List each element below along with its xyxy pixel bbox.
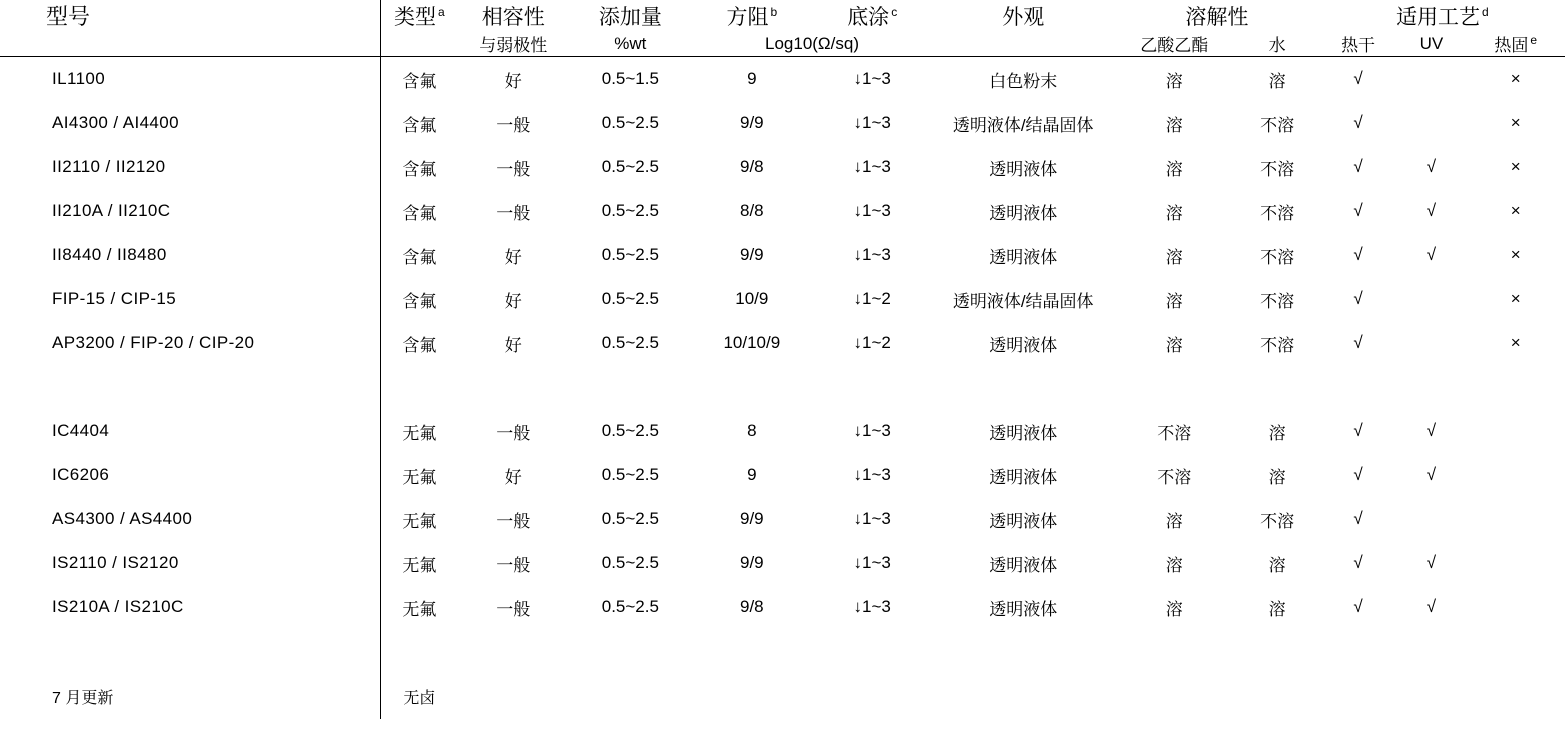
footer-cell <box>812 673 932 719</box>
cell-dosage: 0.5~2.5 <box>601 421 659 440</box>
cell-ea: 溶 <box>1165 335 1183 355</box>
cell-primer: ↓1~3 <box>853 201 891 220</box>
cell-compat: 一般 <box>496 203 531 223</box>
cell-primer: ↓1~3 <box>853 553 891 572</box>
col-head-compatibility <box>457 0 569 31</box>
cell-thermoset <box>1466 57 1565 102</box>
cell-type: 含氟 <box>381 277 458 321</box>
cell-thermal <box>1320 277 1397 321</box>
table-row <box>0 409 1565 453</box>
cell-thermal <box>1320 145 1397 189</box>
mark-uv: √ <box>1426 421 1437 440</box>
spacer-cell <box>932 629 1114 673</box>
cell-dosage: 0.5~2.5 <box>601 509 659 528</box>
mark-thermoset: × <box>1510 113 1521 132</box>
cell-appear: 透明液体 <box>989 599 1058 619</box>
table-row <box>0 497 1565 541</box>
cell-model: II8440 / II8480 <box>52 245 167 264</box>
cell-thermal <box>1320 541 1397 585</box>
cell-sheet_r: 10/9 <box>735 289 769 308</box>
cell-water: 溶 <box>1268 555 1286 575</box>
mark-thermoset: × <box>1510 201 1521 220</box>
mark-thermal: √ <box>1353 553 1363 572</box>
table-row <box>0 57 1565 102</box>
footer-cell <box>692 673 812 719</box>
cell-water: 不溶 <box>1260 335 1295 355</box>
cell-model: AI4300 / AI4400 <box>52 113 179 132</box>
cell-sheet_r: 9/8 <box>739 597 764 616</box>
col-head-sheet-resistance-label: 方阻 <box>726 5 769 29</box>
cell-thermoset <box>1466 409 1565 453</box>
cell-uv <box>1396 453 1466 497</box>
cell-type: 含氟 <box>381 101 458 145</box>
col-head-compatibility-label: 相容性 <box>481 5 545 29</box>
table-row <box>0 233 1565 277</box>
footer-cell <box>1466 673 1565 719</box>
footnote-marker-e: e <box>1530 33 1538 48</box>
col-subhead-thermoset <box>1466 31 1565 57</box>
spacer-cell <box>812 629 932 673</box>
cell-dosage: 0.5~2.5 <box>601 113 659 132</box>
cell-sheet_r: 9/9 <box>739 113 764 132</box>
spacer-cell <box>692 629 812 673</box>
cell-compat: 一般 <box>496 115 531 135</box>
cell-sheet_r: 8/8 <box>739 201 764 220</box>
cell-dosage: 0.5~2.5 <box>601 289 659 308</box>
cell-uv <box>1396 497 1466 541</box>
cell-sheet_r: 9/9 <box>739 509 764 528</box>
col-subhead-uv <box>1396 31 1466 57</box>
col-subhead-sheet-resistance <box>692 31 933 57</box>
cell-thermoset <box>1466 497 1565 541</box>
cell-type: 无氟 <box>381 585 458 629</box>
cell-type: 含氟 <box>381 57 458 102</box>
col-subhead-thermal-dry <box>1320 31 1397 57</box>
cell-dosage: 0.5~2.5 <box>601 553 659 572</box>
cell-thermoset <box>1466 541 1565 585</box>
footnote-marker-d: d <box>1482 4 1489 19</box>
cell-appear: 透明液体 <box>989 555 1058 575</box>
cell-type: 含氟 <box>381 189 458 233</box>
cell-appear: 透明液体/结晶固体 <box>952 291 1094 311</box>
cell-thermal <box>1320 189 1397 233</box>
footer-cell <box>457 673 569 719</box>
cell-ea: 溶 <box>1165 599 1183 619</box>
col-head-model-label: 型号 <box>46 4 91 29</box>
cell-sheet_r: 9 <box>747 465 757 484</box>
mark-thermal: √ <box>1353 289 1363 308</box>
col-head-dosage-label: 添加量 <box>598 5 662 29</box>
cell-type: 无氟 <box>381 409 458 453</box>
mark-thermal: √ <box>1353 245 1363 264</box>
spacer-cell <box>569 629 692 673</box>
mark-thermoset: × <box>1510 245 1521 264</box>
cell-appear: 透明液体 <box>989 423 1058 443</box>
mark-thermal: √ <box>1353 69 1363 88</box>
cell-ea: 溶 <box>1165 71 1183 91</box>
cell-dosage: 0.5~2.5 <box>601 465 659 484</box>
spacer-cell <box>812 365 932 409</box>
spacer-cell <box>692 365 812 409</box>
cell-thermoset <box>1466 277 1565 321</box>
mark-thermoset: × <box>1510 157 1521 176</box>
table-row <box>0 145 1565 189</box>
update-note: 7 月更新 <box>52 689 114 707</box>
cell-ea: 溶 <box>1165 291 1183 311</box>
col-subhead-compatibility-label: 与弱极性 <box>479 36 548 55</box>
footnote-marker-a: a <box>438 4 445 19</box>
cell-primer: ↓1~3 <box>853 597 891 616</box>
cell-water: 不溶 <box>1260 203 1295 223</box>
cell-water: 不溶 <box>1260 159 1295 179</box>
cell-thermal <box>1320 409 1397 453</box>
col-head-sheet-resistance <box>692 0 812 31</box>
col-subhead-model <box>0 31 381 57</box>
col-subhead-appearance <box>932 31 1114 57</box>
cell-appear: 透明液体 <box>989 335 1058 355</box>
cell-appear: 透明液体 <box>989 467 1058 487</box>
mark-uv: √ <box>1426 597 1437 616</box>
cell-primer: ↓1~2 <box>853 333 891 352</box>
col-head-primer-label: 底涂 <box>847 5 890 29</box>
cell-primer: ↓1~3 <box>853 245 891 264</box>
spacer-cell <box>1396 365 1466 409</box>
col-head-type <box>381 0 458 31</box>
spacer-cell <box>381 365 458 409</box>
footnote-marker-b: b <box>770 4 778 19</box>
footer-cell <box>569 673 692 719</box>
cell-compat: 好 <box>504 467 522 487</box>
col-subhead-uv-label: UV <box>1419 33 1444 53</box>
cell-thermoset <box>1466 233 1565 277</box>
halogen-free-note: 无卤 <box>381 673 458 719</box>
cell-type: 含氟 <box>381 145 458 189</box>
cell-water: 不溶 <box>1260 247 1295 267</box>
spacer-cell <box>0 629 381 673</box>
footer-cell <box>1114 673 1234 719</box>
spacer-cell <box>1234 365 1319 409</box>
cell-model: IL1100 <box>52 69 106 88</box>
header-row-primary <box>0 0 1565 31</box>
cell-dosage: 0.5~2.5 <box>601 597 659 616</box>
cell-dosage: 0.5~1.5 <box>601 69 659 88</box>
col-subhead-type <box>381 31 458 57</box>
table-header <box>0 0 1565 57</box>
col-subhead-thermal-dry-label: 热干 <box>1341 36 1376 55</box>
mark-thermoset: × <box>1510 69 1521 88</box>
table-row <box>0 189 1565 233</box>
mark-uv: √ <box>1426 553 1437 572</box>
mark-thermoset: × <box>1510 289 1521 308</box>
footer-cell <box>1320 673 1397 719</box>
cell-appear: 透明液体 <box>989 511 1058 531</box>
mark-thermal: √ <box>1353 465 1363 484</box>
cell-appear: 透明液体 <box>989 203 1058 223</box>
cell-uv <box>1396 145 1466 189</box>
cell-compat: 好 <box>504 335 522 355</box>
cell-sheet_r: 9/8 <box>739 157 764 176</box>
cell-ea: 溶 <box>1165 115 1183 135</box>
cell-sheet_r: 9/9 <box>739 245 764 264</box>
col-subhead-water-label: 水 <box>1268 36 1286 55</box>
cell-primer: ↓1~2 <box>853 289 891 308</box>
cell-primer: ↓1~3 <box>853 465 891 484</box>
header-row-secondary <box>0 31 1565 57</box>
table-body <box>0 57 1565 720</box>
mark-uv: √ <box>1426 465 1437 484</box>
spacer-cell <box>569 365 692 409</box>
spacer-cell <box>1466 629 1565 673</box>
cell-type: 含氟 <box>381 321 458 365</box>
cell-dosage: 0.5~2.5 <box>601 201 659 220</box>
mark-uv: √ <box>1426 157 1437 176</box>
cell-compat: 好 <box>504 71 522 91</box>
col-subhead-sheet-resistance-label: Log10(Ω/sq) <box>765 33 859 53</box>
cell-model: AP3200 / FIP-20 / CIP-20 <box>52 333 255 352</box>
cell-water: 溶 <box>1268 599 1286 619</box>
cell-water: 溶 <box>1268 467 1286 487</box>
cell-thermoset <box>1466 189 1565 233</box>
spacer-cell <box>1114 365 1234 409</box>
cell-ea: 溶 <box>1165 203 1183 223</box>
cell-thermal <box>1320 233 1397 277</box>
cell-appear: 白色粉末 <box>989 71 1058 91</box>
cell-type: 无氟 <box>381 453 458 497</box>
cell-compat: 好 <box>504 247 522 267</box>
cell-compat: 一般 <box>496 599 531 619</box>
cell-ea: 溶 <box>1165 555 1183 575</box>
spacer-cell <box>932 365 1114 409</box>
col-head-solubility <box>1114 0 1320 31</box>
cell-thermal <box>1320 57 1397 102</box>
cell-uv <box>1396 409 1466 453</box>
cell-dosage: 0.5~2.5 <box>601 333 659 352</box>
cell-uv <box>1396 189 1466 233</box>
spacer-cell <box>1320 629 1397 673</box>
footer-spacer-row <box>0 629 1565 673</box>
cell-sheet_r: 9/9 <box>739 553 764 572</box>
mark-thermoset: × <box>1510 333 1521 352</box>
mark-thermal: √ <box>1353 333 1363 352</box>
spacer-cell <box>1320 365 1397 409</box>
cell-water: 溶 <box>1268 423 1286 443</box>
cell-water: 溶 <box>1268 71 1286 91</box>
col-subhead-ethyl-acetate-label: 乙酸乙酯 <box>1140 36 1209 55</box>
cell-ea: 溶 <box>1165 511 1183 531</box>
spacer-cell <box>1114 629 1234 673</box>
cell-thermoset <box>1466 101 1565 145</box>
footnote-marker-c: c <box>891 4 898 19</box>
cell-appear: 透明液体 <box>989 247 1058 267</box>
spacer-cell <box>1396 629 1466 673</box>
cell-ea: 不溶 <box>1157 423 1192 443</box>
cell-thermal <box>1320 321 1397 365</box>
cell-model: FIP-15 / CIP-15 <box>52 289 177 308</box>
table-row <box>0 453 1565 497</box>
col-head-solubility-label: 溶解性 <box>1185 5 1249 29</box>
cell-thermoset <box>1466 145 1565 189</box>
col-subhead-dosage <box>569 31 692 57</box>
cell-ea: 溶 <box>1165 247 1183 267</box>
table-row <box>0 585 1565 629</box>
cell-primer: ↓1~3 <box>853 421 891 440</box>
cell-thermal <box>1320 453 1397 497</box>
cell-appear: 透明液体/结晶固体 <box>952 115 1094 135</box>
col-head-appearance-label: 外观 <box>1002 5 1045 29</box>
mark-uv: √ <box>1426 201 1437 220</box>
col-head-primer <box>812 0 932 31</box>
cell-compat: 一般 <box>496 511 531 531</box>
footer-row <box>0 673 1565 719</box>
spacer-cell <box>457 629 569 673</box>
cell-uv <box>1396 321 1466 365</box>
cell-appear: 透明液体 <box>989 159 1058 179</box>
mark-thermal: √ <box>1353 597 1363 616</box>
cell-uv <box>1396 277 1466 321</box>
spacer-cell <box>1466 365 1565 409</box>
cell-compat: 一般 <box>496 159 531 179</box>
cell-water: 不溶 <box>1260 291 1295 311</box>
cell-compat: 一般 <box>496 555 531 575</box>
col-head-process-label: 适用工艺 <box>1396 5 1481 29</box>
cell-type: 无氟 <box>381 541 458 585</box>
mark-uv: √ <box>1426 245 1437 264</box>
mark-thermal: √ <box>1353 113 1363 132</box>
table-row <box>0 101 1565 145</box>
col-head-appearance <box>932 0 1114 31</box>
footer-cell <box>1234 673 1319 719</box>
footer-cell <box>932 673 1114 719</box>
cell-sheet_r: 9 <box>747 69 757 88</box>
cell-model: II210A / II210C <box>52 201 171 220</box>
col-head-model <box>0 0 381 31</box>
cell-ea: 溶 <box>1165 159 1183 179</box>
cell-model: IC6206 <box>52 465 110 484</box>
mark-thermal: √ <box>1353 509 1363 528</box>
cell-model: II2110 / II2120 <box>52 157 166 176</box>
col-head-process <box>1320 0 1565 31</box>
cell-model: IS210A / IS210C <box>52 597 184 616</box>
cell-thermal <box>1320 101 1397 145</box>
cell-ea: 不溶 <box>1157 467 1192 487</box>
col-subhead-thermoset-label: 热固 <box>1494 36 1529 55</box>
cell-sheet_r: 8 <box>747 421 757 440</box>
table-row <box>0 321 1565 365</box>
cell-compat: 好 <box>504 291 522 311</box>
cell-water: 不溶 <box>1260 511 1295 531</box>
cell-uv <box>1396 101 1466 145</box>
cell-thermoset <box>1466 585 1565 629</box>
cell-type: 无氟 <box>381 497 458 541</box>
cell-uv <box>1396 233 1466 277</box>
cell-sheet_r: 10/10/9 <box>723 333 781 352</box>
table-row <box>0 277 1565 321</box>
cell-primer: ↓1~3 <box>853 69 891 88</box>
cell-thermal <box>1320 585 1397 629</box>
cell-compat: 一般 <box>496 423 531 443</box>
spacer-cell <box>457 365 569 409</box>
cell-water: 不溶 <box>1260 115 1295 135</box>
cell-uv <box>1396 585 1466 629</box>
cell-uv <box>1396 541 1466 585</box>
cell-primer: ↓1~3 <box>853 157 891 176</box>
cell-dosage: 0.5~2.5 <box>601 245 659 264</box>
cell-thermal <box>1320 497 1397 541</box>
footer-cell <box>1396 673 1466 719</box>
cell-type: 含氟 <box>381 233 458 277</box>
mark-thermal: √ <box>1353 201 1363 220</box>
col-subhead-water <box>1234 31 1319 57</box>
col-head-type-label: 类型 <box>394 5 437 29</box>
col-head-dosage <box>569 0 692 31</box>
cell-primer: ↓1~3 <box>853 509 891 528</box>
cell-thermoset <box>1466 321 1565 365</box>
mark-thermal: √ <box>1353 421 1363 440</box>
cell-model: AS4300 / AS4400 <box>52 509 193 528</box>
cell-uv <box>1396 57 1466 102</box>
cell-primer: ↓1~3 <box>853 113 891 132</box>
spacer-cell <box>381 629 458 673</box>
col-subhead-ethyl-acetate <box>1114 31 1234 57</box>
spacer-cell <box>0 365 381 409</box>
cell-dosage: 0.5~2.5 <box>601 157 659 176</box>
table-row <box>0 541 1565 585</box>
spacer-cell <box>1234 629 1319 673</box>
mark-thermal: √ <box>1353 157 1363 176</box>
cell-model: IS2110 / IS2120 <box>52 553 179 572</box>
cell-thermoset <box>1466 453 1565 497</box>
col-subhead-compatibility <box>457 31 569 57</box>
col-subhead-dosage-label: %wt <box>614 33 647 53</box>
group-spacer-row <box>0 365 1565 409</box>
cell-model: IC4404 <box>52 421 110 440</box>
